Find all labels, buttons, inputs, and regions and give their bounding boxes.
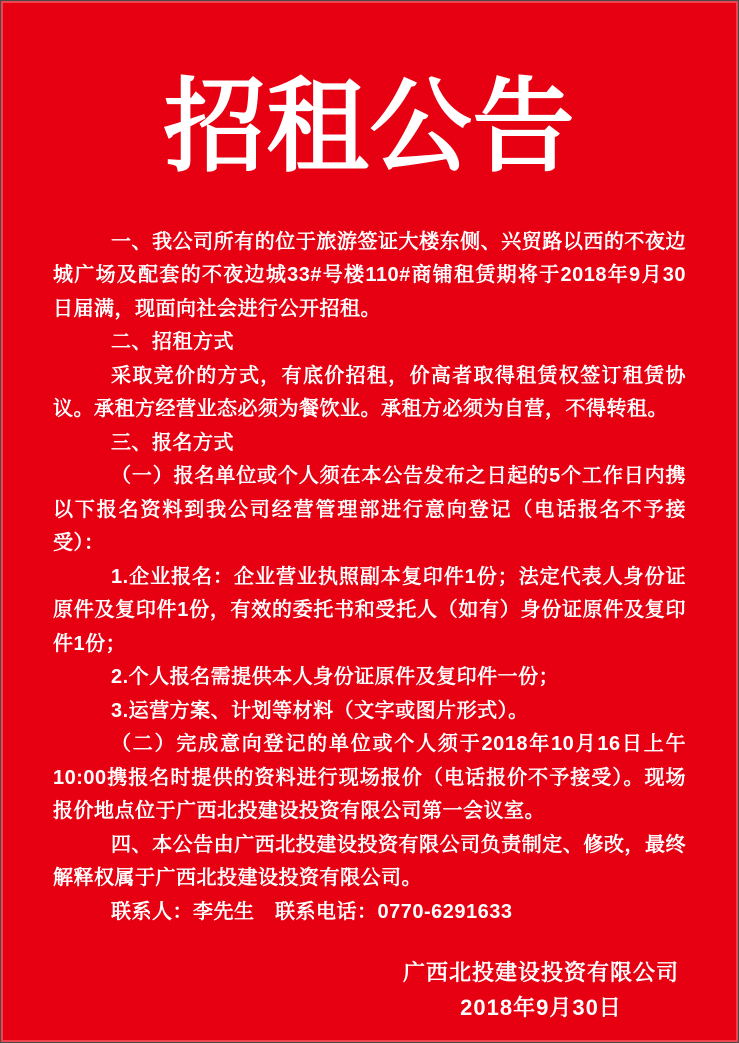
- paragraph-operation-plan-materials: 3.运营方案、计划等材料（文字或图片形式）。: [111, 699, 529, 722]
- announcement-body: [53, 226, 686, 930]
- signature-date: 2018年9月30日: [460, 995, 622, 1021]
- signature-block: [403, 955, 679, 1025]
- paragraph-registration-requirements: （一）报名单位或个人须在本公告发布之日起的5个工作日内携以下报名资料到我公司经营管理部进行意向登记（电话报名不予接受）：: [53, 465, 686, 555]
- paragraph-individual-materials: 2.个人报名需提供本人身份证原件及复印件一份；: [111, 666, 560, 689]
- poster-title: 招租公告: [163, 72, 576, 185]
- paragraph-enterprise-materials: 1.企业报名：企业营业执照副本复印件1份；法定代表人身份证原件及复印件1份，有效的委托书和受托人（如有）身份证原件及复印件1份；: [53, 565, 686, 655]
- heading-section2-rental-method: 二、招租方式: [111, 331, 234, 354]
- heading-section3-registration-method: 三、报名方式: [111, 431, 234, 454]
- paragraph-section1-intro: 一、我公司所有的位于旅游签证大楼东侧、兴贸路以西的不夜边城广场及配套的不夜边城33#号楼110#商铺租赁期将于2018年9月30日届满，现面向社会进行公开招租。: [53, 230, 686, 320]
- signature-company-name: 广西北投建设投资有限公司: [402, 960, 679, 986]
- paragraph-onsite-bidding-arrangement: （二）完成意向登记的单位或个人须于2018年10月16日上午10:00携报名时提供的资料进行现场报价（电话报价不予接受）。现场报价地点位于广西北投建设投资有限公司第一会议室。: [53, 733, 686, 823]
- paragraph-section4-interpretation-rights: 四、本公告由广西北投建设投资有限公司负责制定、修改，最终解释权属于广西北投建设投资有限公司。: [53, 833, 686, 890]
- paragraph-contact-info: 联系人：李先生 联系电话：0770-6291633: [111, 900, 513, 923]
- paragraph-section2-method-detail: 采取竞价的方式，有底价招租，价高者取得租赁权签订租赁协议。承租方经营业态必须为餐饮业。承租方必须为自营，不得转租。: [53, 364, 686, 421]
